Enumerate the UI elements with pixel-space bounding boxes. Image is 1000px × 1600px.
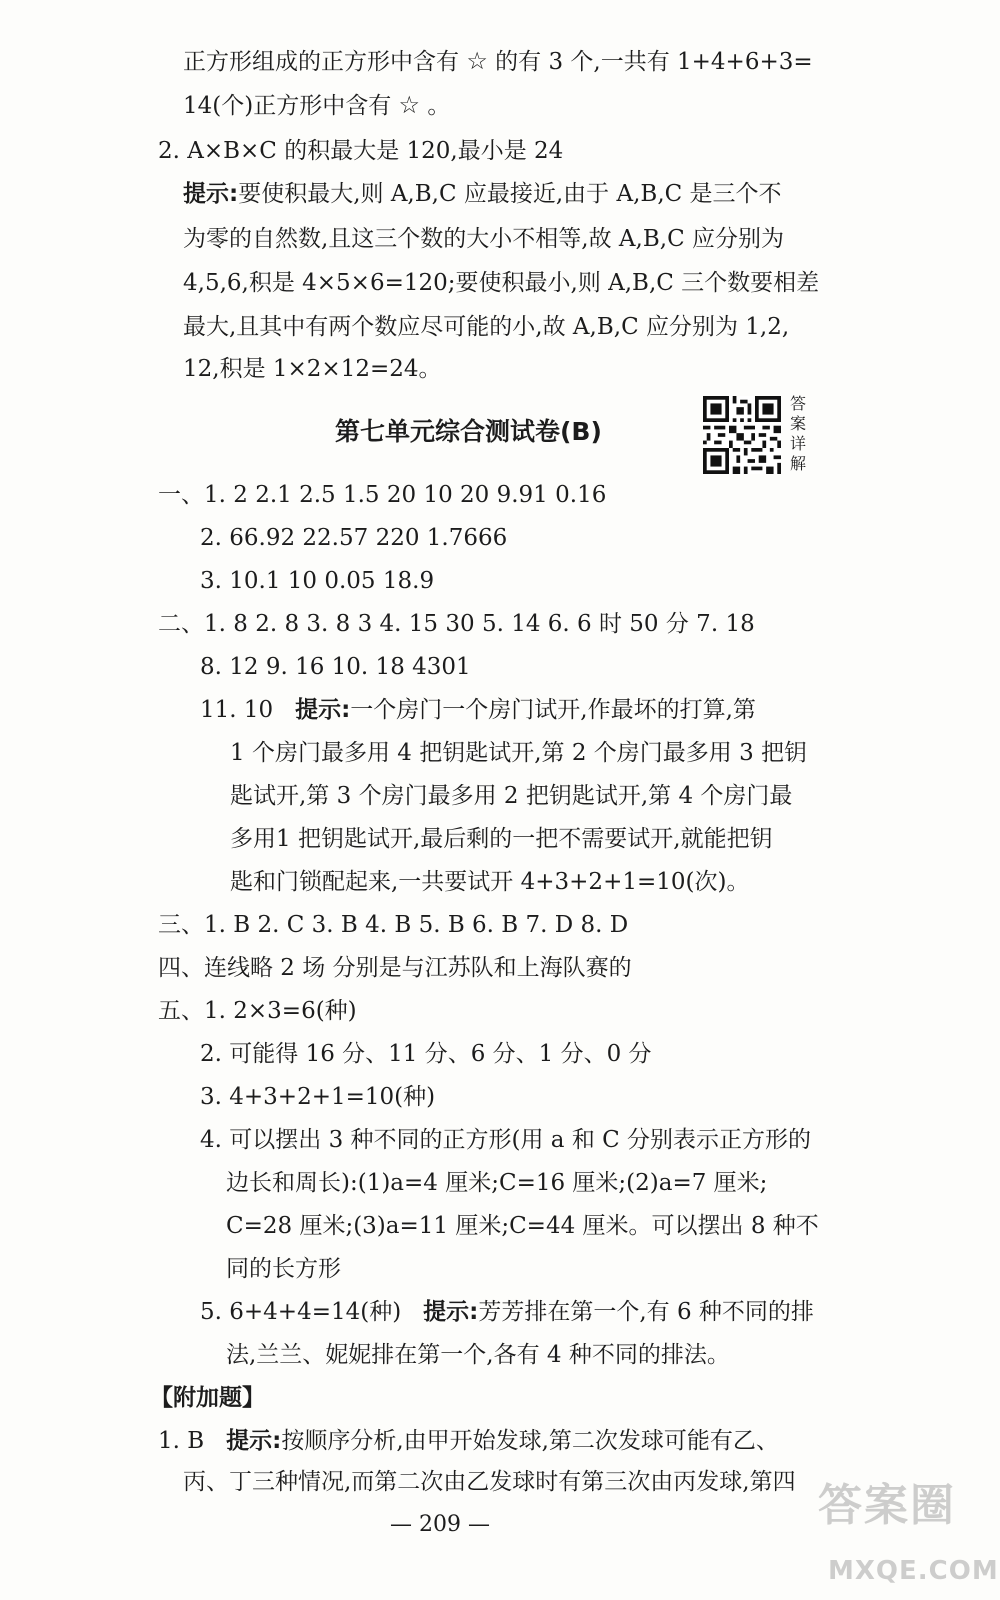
answer-line: C=28 厘米;(3)a=11 厘米;C=44 厘米。可以摆出 8 种不 [226, 1213, 819, 1239]
answer-line: 边长和周长):(1)a=4 厘米;C=16 厘米;(2)a=7 厘米; [226, 1170, 768, 1196]
answer-line: 多用1 把钥匙试开,最后剩的一把不需要试开,就能把钥 [230, 826, 773, 852]
answer-line: 二、1. 8 2. 8 3. 8 3 4. 15 30 5. 14 6. 6 时 50 分 7. 18 [158, 611, 755, 637]
question-2: 2. A×B×C 的积最大是 120,最小是 24 [158, 138, 564, 164]
watermark: 答案圈 MXQE.COM [818, 1480, 999, 1586]
hint-line: 4,5,6,积是 4×5×6=120;要使积最小,则 A,B,C 三个数要相差 [183, 270, 820, 296]
answer-line: 11. 10 提示:一个房门一个房门试开,作最坏的打算,第 [200, 697, 756, 723]
qr-caption: 答 案 详 解 [789, 394, 806, 473]
hint-line: 最大,且其中有两个数应尽可能的小,故 A,B,C 应分别为 1,2, [183, 314, 790, 340]
answer-line: 丙、丁三种情况,而第二次由乙发球时有第三次由丙发球,第四 [183, 1469, 796, 1495]
answer-line: 法,兰兰、妮妮排在第一个,各有 4 种不同的排法。 [226, 1342, 730, 1368]
hint-line: 提示:要使积最大,则 A,B,C 应最接近,由于 A,B,C 是三个不 [183, 181, 782, 207]
section-title: 第七单元综合测试卷(B) [335, 417, 602, 446]
text-line: 14(个)正方形中含有 ☆ 。 [183, 91, 451, 119]
answer-line: 三、1. B 2. C 3. B 4. B 5. B 6. B 7. D 8. D [158, 912, 629, 938]
answer-line: 匙和门锁配起来,一共要试开 4+3+2+1=10(次)。 [230, 869, 750, 895]
extra-title: 【附加题】 [150, 1385, 265, 1411]
answer-line: 1 个房门最多用 4 把钥匙试开,第 2 个房门最多用 3 把钥 [230, 740, 808, 766]
answer-line: 2. 可能得 16 分、11 分、6 分、1 分、0 分 [200, 1041, 652, 1067]
page-number: — 209 — [390, 1512, 490, 1537]
answer-line: 四、连线略 2 场 分别是与江苏队和上海队赛的 [158, 955, 632, 981]
answer-line: 5. 6+4+4=14(种) 提示:芳芳排在第一个,有 6 种不同的排 [200, 1299, 814, 1325]
answer-line: 3. 10.1 10 0.05 18.9 [200, 568, 435, 594]
answer-line: 匙试开,第 3 个房门最多用 2 把钥匙试开,第 4 个房门最 [230, 783, 793, 809]
qr-code-icon[interactable] [703, 396, 781, 474]
star-icon: ☆ [466, 47, 488, 75]
answer-line: 1. B 提示:按顺序分析,由甲开始发球,第二次发球可能有乙、 [158, 1428, 779, 1454]
text-line: 正方形组成的正方形中含有 ☆ 的有 3 个,一共有 1+4+6+3= [183, 47, 813, 75]
answer-line: 五、1. 2×3=6(种) [158, 998, 357, 1024]
answer-line: 4. 可以摆出 3 种不同的正方形(用 a 和 C 分别表示正方形的 [200, 1127, 812, 1153]
answer-line: 3. 4+3+2+1=10(种) [200, 1084, 436, 1110]
star-icon: ☆ [398, 91, 421, 119]
answer-line: 同的长方形 [226, 1256, 341, 1282]
answer-line: 8. 12 9. 16 10. 18 4301 [200, 654, 471, 680]
hint-line: 为零的自然数,且这三个数的大小不相等,故 A,B,C 应分别为 [183, 226, 784, 252]
answer-line: 2. 66.92 22.57 220 1.7666 [200, 525, 508, 551]
hint-line: 12,积是 1×2×12=24。 [183, 356, 442, 382]
answer-line: 一、1. 2 2.1 2.5 1.5 20 10 20 9.91 0.16 [158, 482, 607, 508]
